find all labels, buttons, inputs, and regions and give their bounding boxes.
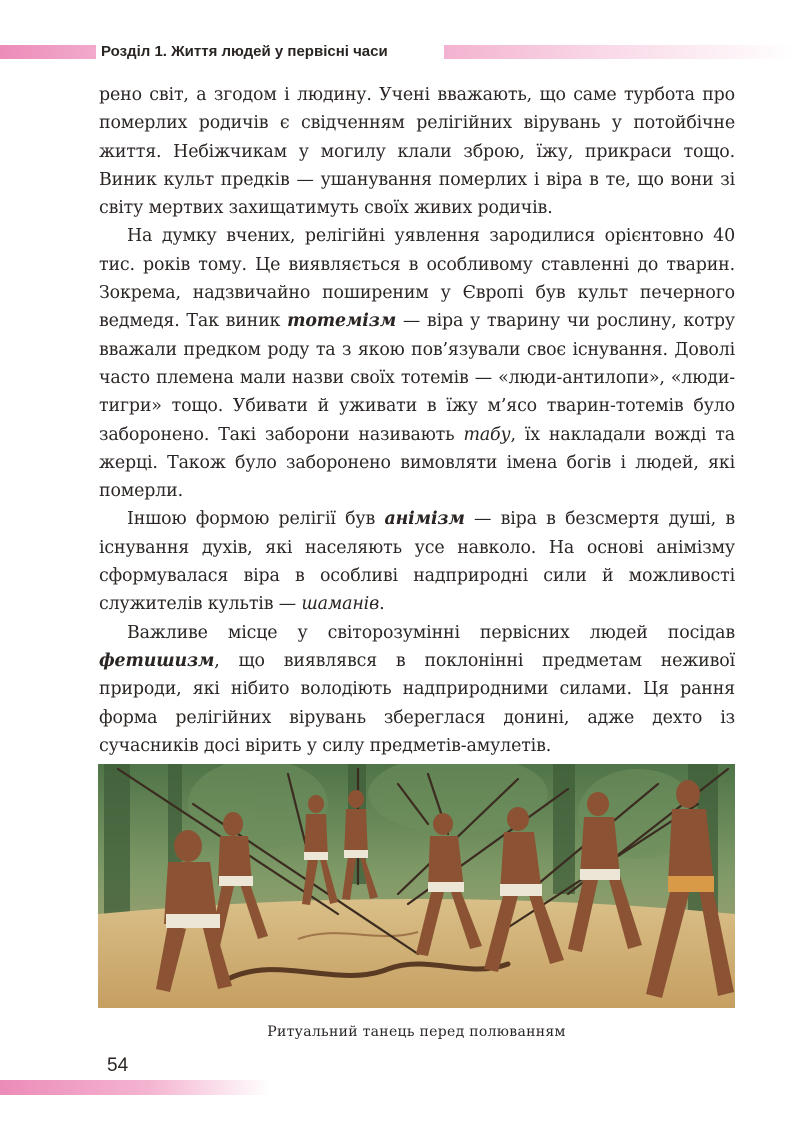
- header-accent-bar-right: [444, 45, 794, 59]
- footer-accent-bar: [0, 1080, 270, 1095]
- text-run: Іншою формою релігії був: [127, 509, 385, 530]
- chapter-title: Розділ 1. Життя людей у первісні часи: [101, 43, 388, 60]
- illustration-caption: Ритуальний танець перед полюванням: [267, 1024, 566, 1040]
- text-run: , їх накладали вожді та жерці. Також було заборонено вимовляти імена богів і людей, які померли.: [99, 424, 735, 502]
- ritual-dance-illustration: [98, 764, 735, 1008]
- text-run: Важливе місце у світорозумінні первісних людей посідав: [127, 622, 735, 643]
- emphasis-term: табу: [463, 424, 511, 445]
- paragraph-2: [99, 222, 735, 505]
- paragraph-1: [99, 81, 735, 222]
- header-accent-bar-left: [0, 45, 96, 59]
- page-number: 54: [107, 1055, 129, 1076]
- paragraph-3: [99, 505, 735, 618]
- text-run: — віра у тварину чи рослину, котру вважали предком роду та з якою пов’язували своє існування. Доволі часто племена мали назви своїх тотемів — «люди-антилопи», «люди-тигри» тощо. Убивати й уживати в їжу м’ясо тварин-тотемів було заборонено. Такі заборони називають: [99, 311, 735, 445]
- text-run: — віра в безсмертя душі, в існування духів, які населяють усе навколо. На основі анімізму сформувалася віра в особливі надприродні сили й можливості служителів культів —: [99, 509, 736, 615]
- emphasis-term: шаманів: [301, 594, 380, 615]
- body-text: [99, 81, 735, 845]
- text-run: рено світ, а згодом і людину. Учені вважають, що саме турбота про померлих родичів є свідченням релігійних вірувань у потойбічне життя. Небіжчикам у могилу клали зброю, їжу, прикраси тощо. Виник культ предків — ушанування померлих і віра в те, що вони зі світу мертвих захищатимуть своїх живих родичів.: [99, 85, 735, 219]
- key-term: тотемізм: [287, 311, 397, 332]
- text-run: .: [379, 594, 385, 615]
- text-run: На думку вчених, релігійні уявлення зародилися орієнтовно 40 тис. років тому. Це виявляється в особливому ставленні до тварин. Зокрема, надзвичайно поширеним у Європі був культ печерного ведмедя. Так виник: [99, 226, 735, 332]
- text-run: , що виявлявся в поклонінні предметам неживої природи, які нібито володіють надприродними силами. Ця рання форма релігійних вірувань збереглася донині, адже дехто із сучасників досі вірить у силу предметів-амулетів.: [99, 650, 735, 756]
- key-term: фетишизм: [99, 650, 215, 671]
- key-term: анімізм: [384, 509, 465, 530]
- paragraph-4: [99, 619, 735, 760]
